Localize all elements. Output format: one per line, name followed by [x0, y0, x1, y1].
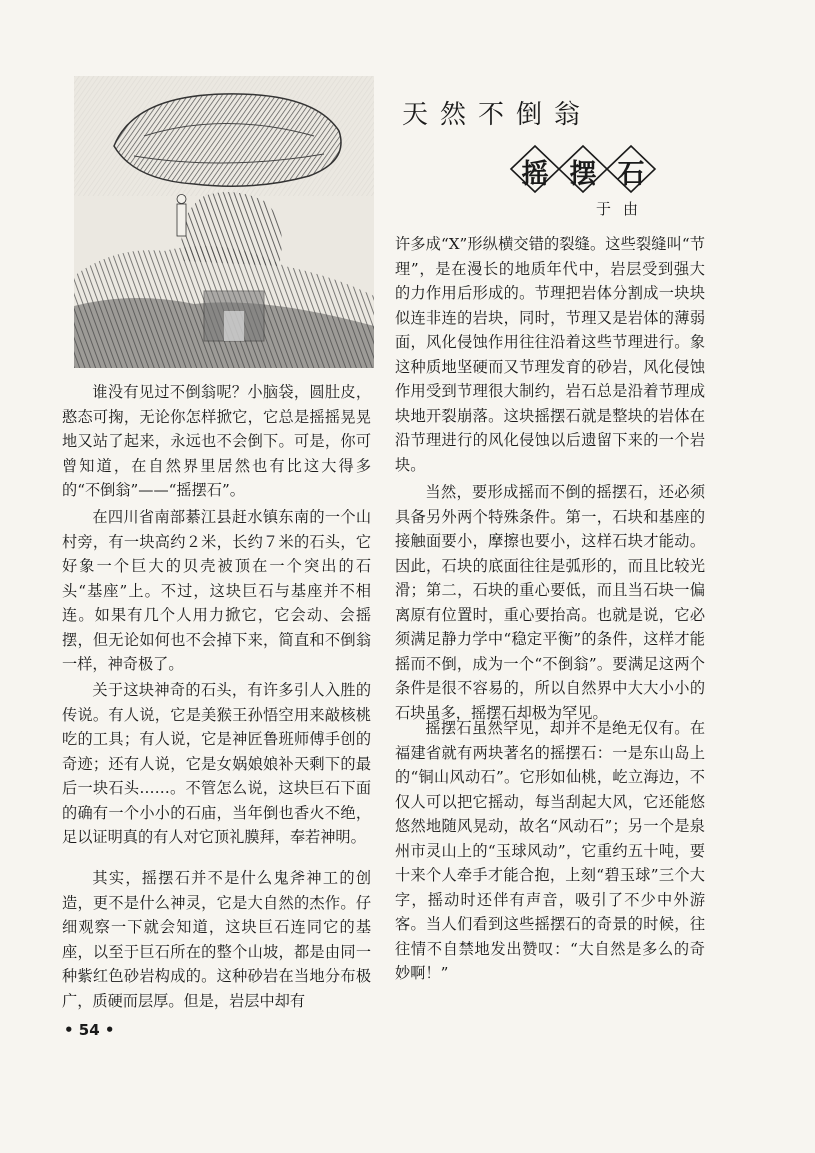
left-paragraph-1: 谁没有见过不倒翁呢？小脑袋，圆肚皮，憨态可掬，无论你怎样掀它，它总是摇摇晃晃地又站了起来，永远也不会倒下。可是，你可曾知道，在自然界里居然也有比这大得多的“不倒翁”——“摇摆石”。: [62, 383, 371, 499]
article-author: 于由: [596, 200, 651, 218]
rock-photo-illustration: [74, 76, 374, 368]
left-paragraph-4: 其实，摇摆石并不是什么鬼斧神工的创造，更不是什么神灵，它是大自然的杰作。仔细观察一下就会知道，这块巨石连同它的基座，以至于巨石所在的整个山坡，都是由同一种紫红色砂岩构成的。这种砂岩在当地分布极广，质硬而层厚。但是，岩层中却有: [62, 869, 371, 1010]
right-paragraph-2: 当然，要形成摇而不倒的摇摆石，还必须具备另外两个特殊条件。第一，石块和基座的接触面要小，摩擦也要小，这样石块才能动。因此，石块的底面往往是弧形的，而且比较光滑；第二，石块的重心要低，而且当石块一偏离原有位置时，重心要抬高。也就是说，它必须满足静力学中“稳定平衡”的条件，这样才能摇而不倒，成为一个“不倒翁”。要满足这两个条件是很不容易的，所以自然界中大大小小的石块虽多，摇摆石却极为罕见。: [395, 483, 705, 722]
article-subtitle: [508, 143, 658, 195]
article-headline: 天然不倒翁: [402, 100, 593, 130]
left-paragraph-3: 关于这块神奇的石头，有许多引人入胜的传说。有人说，它是美猴王孙悟空用来敲核桃吃的工具；有人说，它是神匠鲁班师傅手创的奇迹；还有人说，它是女娲娘娘补天剩下的最后一块石头……。不管怎么说，这块巨石下面的确有一个小小的石庙，当年倒也香火不绝，足以证明真的有人对它顶礼膜拜，奉若神明。: [62, 681, 371, 846]
subtitle-char-3: 石: [617, 159, 645, 190]
right-paragraph-3: 摇摆石虽然罕见，却并不是绝无仅有。在福建省就有两块著名的摇摆石：一是东山岛上的“铜山风动石”。它形如仙桃，屹立海边，不仅人可以把它摇动，每当刮起大风，它还能悠悠然地随风晃动，故名“风动石”；另一个是泉州市灵山上的“玉球风动”，它重约五十吨，要十来个人牵手才能合抱，上刻“碧玉球”三个大字，摇动时还伴有声音，吸引了不少中外游客。当人们看到这些摇摆石的奇景的时候，往往情不自禁地发出赞叹：“大自然是多么的奇妙啊！”: [395, 719, 705, 982]
subtitle-char-2: 摆: [569, 159, 597, 190]
right-paragraph-1: 许多成“X”形纵横交错的裂缝。这些裂缝叫“节理”，是在漫长的地质年代中，岩层受到强大的力作用后形成的。节理把岩体分割成一块块似连非连的岩块，同时，节理又是岩体的薄弱面，风化侵蚀作用往往沿着这些节理进行。象这种质地坚硬而又节理发育的砂岩，风化侵蚀作用受到节理很大制约，岩石总是沿着节理成块地开裂崩落。这块摇摆石就是整块的岩体在沿节理进行的风化侵蚀以后遗留下来的一个岩块。: [395, 235, 705, 474]
left-paragraph-2: 在四川省南部綦江县赶水镇东南的一个山村旁，有一块高约２米，长约７米的石头，它好象一个巨大的贝壳被顶在一个突出的石头“基座”上。不过，这块巨石与基座并不相连。如果有几个人用力掀它，它会动、会摇摆，但无论如何也不会掉下来，简直和不倒翁一样，神奇极了。: [62, 508, 371, 673]
subtitle-char-1: 摇: [521, 159, 549, 190]
page-number: • 54 •: [64, 1021, 115, 1039]
rock-photo: [74, 76, 374, 368]
